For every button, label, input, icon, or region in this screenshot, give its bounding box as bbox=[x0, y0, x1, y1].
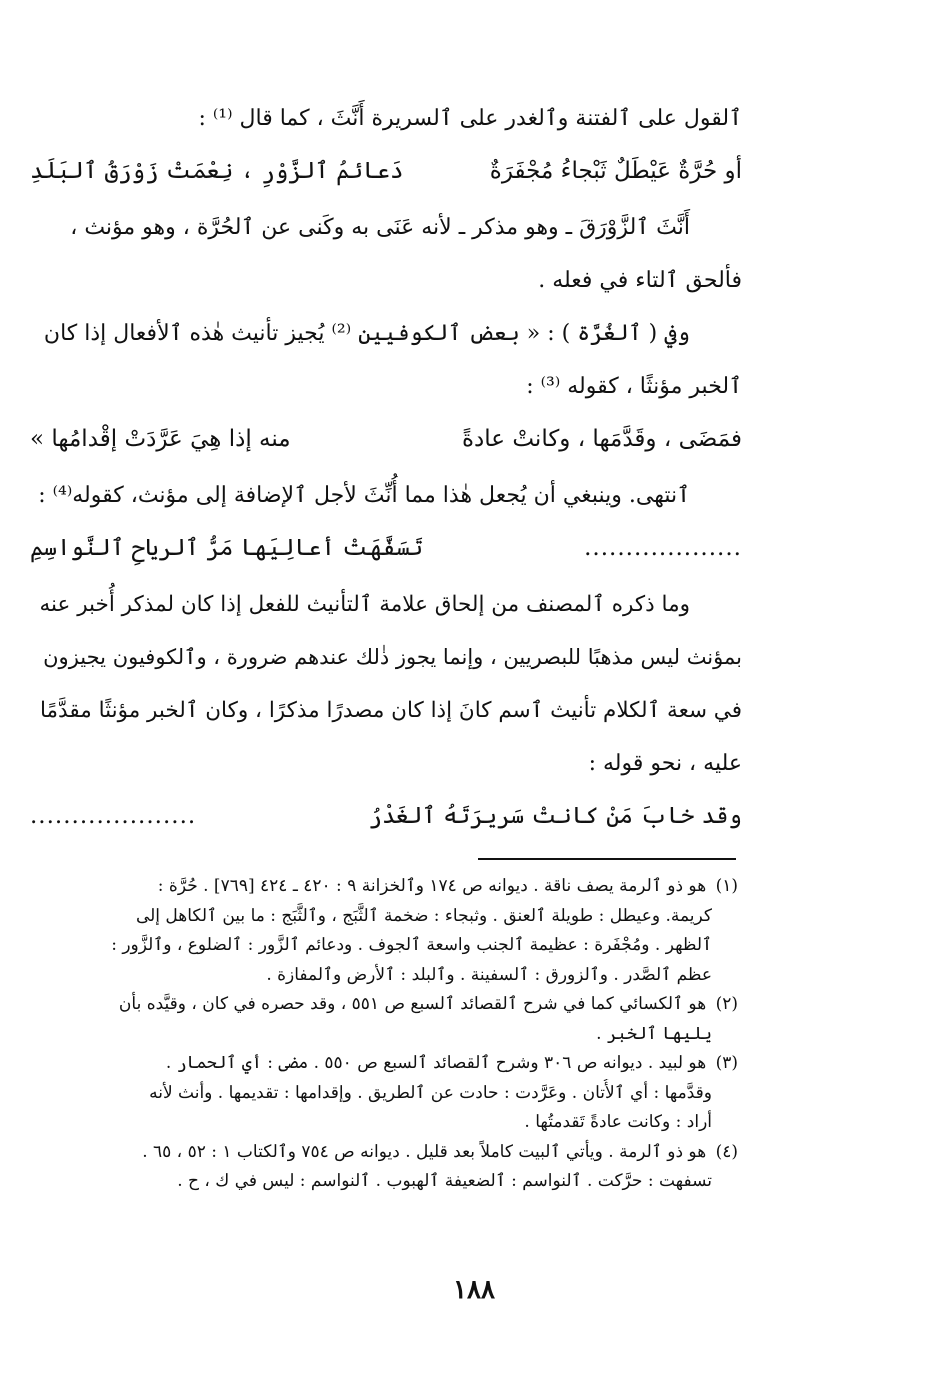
verse-second-hemistich: تَسَفَّهَتْ أعالِيَها مَرُّ ٱلرياحِ ٱلنَّواسِمِ bbox=[30, 535, 424, 561]
footnote-4 bbox=[26, 1138, 738, 1197]
footnote-3 bbox=[26, 1049, 738, 1138]
footnote-line bbox=[26, 1049, 738, 1079]
verse-line bbox=[30, 790, 742, 846]
page-number: ١٨٨ bbox=[453, 1275, 495, 1305]
footnote-number: (١) bbox=[715, 876, 738, 896]
text-line: ٱلخبر مؤنثًا ، كقوله ⁽³⁾ : bbox=[526, 374, 742, 399]
footnote-2 bbox=[26, 990, 738, 1049]
text-line: أَنَّثَ ٱلزَّوْرَقَ ـ وهو مذكر ـ لأنه عَنَى به وكَنى عن ٱلحُرَّة ، وهو مؤنث ، bbox=[70, 215, 690, 240]
verse-line bbox=[30, 413, 742, 469]
footnote-text: هو ذو ٱلرمة . ويأتي ٱلبيت كاملاً بعد قليل . ديوانه ص ٧٥٤ وٱلكتاب ١ : ٥٢ ، ٦٥ . bbox=[142, 1141, 707, 1162]
footnote-line: كريمة. وعيطل : طويلة ٱلعنق . وثبجاء : ضخمة ٱلثَّبَج ، وٱلثَّبَج : ما بين ٱلكاهل إلى bbox=[135, 905, 712, 926]
text-line: بمؤنث ليس مذهبًا للبصريين ، وإنما يجوز ذٰلك عندهم ضرورة ، وٱلكوفيون يجيزون bbox=[43, 645, 742, 669]
footnote-line bbox=[26, 872, 738, 902]
text-line: وفي ( ٱلغُرَّة ) : « بعض ٱلكوفيين ⁽²⁾ يُجيز تأنيث هٰذه ٱلأفعال إذا كان bbox=[43, 321, 690, 346]
text-line: ٱنتهى. وينبغي أن يُجعل هٰذا مما أُنِّثَ لأجل ٱلإضافة إلى مؤنث، كقوله⁽⁴⁾ : bbox=[38, 483, 690, 508]
verse-omitted-hemistich: .................... bbox=[30, 803, 197, 829]
footnote-line: عظم ٱلصَّدر . وٱلزورق : ٱلسفينة . وٱلبلد : ٱلأرض وٱلمفازة . bbox=[266, 964, 712, 985]
verse-first-hemistich: أو حُرَّةٌ عَيْطَلٌ ثَبْجاءُ مُجْفَرَةٌ bbox=[489, 158, 742, 184]
verse-omitted-hemistich: ................... bbox=[584, 535, 742, 561]
footnote-line: تسفهت : حرَّكت . ٱلنواسم : ٱلضعيفة ٱلهبوب . ٱلنواسم : ليس في ك ، ح . bbox=[177, 1171, 712, 1191]
text-line: وما ذكره ٱلمصنف من إلحاق علامة ٱلتأنيث للفعل إذا كان لمذكر أُخبر عنه bbox=[39, 592, 690, 617]
footnote-text: هو لبيد . ديوانه ص ٣٠٦ وشرح ٱلقصائد ٱلسبع ص ٥٥٠ . مضى : أي ٱلحمار . bbox=[165, 1053, 707, 1073]
footnote-line bbox=[26, 1138, 738, 1168]
footnote-text: هو ٱلكسائي كما في شرح ٱلقصائد ٱلسبع ص ٥٥١ ، وقد حصره في كان ، وقيَّده بأن bbox=[118, 994, 707, 1014]
footnote-line: أراد : وكانت عادةً تَقدمتُها . bbox=[524, 1112, 712, 1132]
text-line: ٱلقول على ٱلفتنة وٱلغدر على ٱلسريرة أَنَّثَ ، كما قال ⁽¹⁾ : bbox=[198, 106, 742, 131]
verse-line bbox=[30, 522, 742, 578]
footnote-line bbox=[26, 990, 738, 1020]
footnote-line: وقدَّمها : أي ٱلأُتان . وعَرَّدت : حادت عن ٱلطريق . وإقدامها : تقديمها . وأنث لأنه bbox=[149, 1082, 712, 1103]
footnote-text: هو ذو ٱلرمة يصف ناقة . ديوانه ص ١٧٤ وٱلخزانة ٩ : ٤٢٠ ـ ٤٢٤ [٧٦٩] . حُرَّة : bbox=[157, 876, 707, 896]
text-line: عليه ، نحو قوله : bbox=[588, 751, 742, 776]
verse-line bbox=[30, 145, 742, 201]
footnote-line: ٱلظهر . ومُجْفَرة : عظيمة ٱلجنب واسعة ٱلجوف . ودعائم ٱلزَّور : ٱلضلوع ، وٱلزَّور : bbox=[111, 935, 712, 955]
footnote-number: (٤) bbox=[715, 1141, 738, 1162]
footnote-number: (٢) bbox=[715, 994, 738, 1014]
text-line: في سعة ٱلكلام تأنيث ٱسم كانَ إذا كان مصدرًا مذكرًا ، وكان ٱلخبر مؤنثًا مقدَّمًا bbox=[39, 698, 742, 723]
text-line: فألحق ٱلتاء في فعله . bbox=[538, 268, 742, 293]
verse-second-hemistich: دَعائمُ ٱلزَّوْرِ ، نِعْمَتْ زَوْرَقُ ٱلبَلَدِ bbox=[30, 158, 404, 184]
footnote-number: (٣) bbox=[715, 1053, 738, 1073]
footnotes bbox=[26, 872, 738, 1197]
footnote-1 bbox=[26, 872, 738, 990]
verse-first-hemistich: فمَضَى ، وقَدَّمَها ، وكانتْ عادةً bbox=[462, 426, 742, 452]
footnote-line: يليها ٱلخبر . bbox=[596, 1023, 712, 1044]
footnote-separator bbox=[478, 858, 736, 860]
verse-second-hemistich: منه إذا هِيَ عَرَّدَتْ إقْدامُها » bbox=[30, 426, 291, 452]
main-text bbox=[30, 92, 742, 846]
verse-first-hemistich: وقد خابَ مَنْ كانتْ سَريرَتَهُ ٱلغَدْرُ bbox=[368, 803, 742, 829]
